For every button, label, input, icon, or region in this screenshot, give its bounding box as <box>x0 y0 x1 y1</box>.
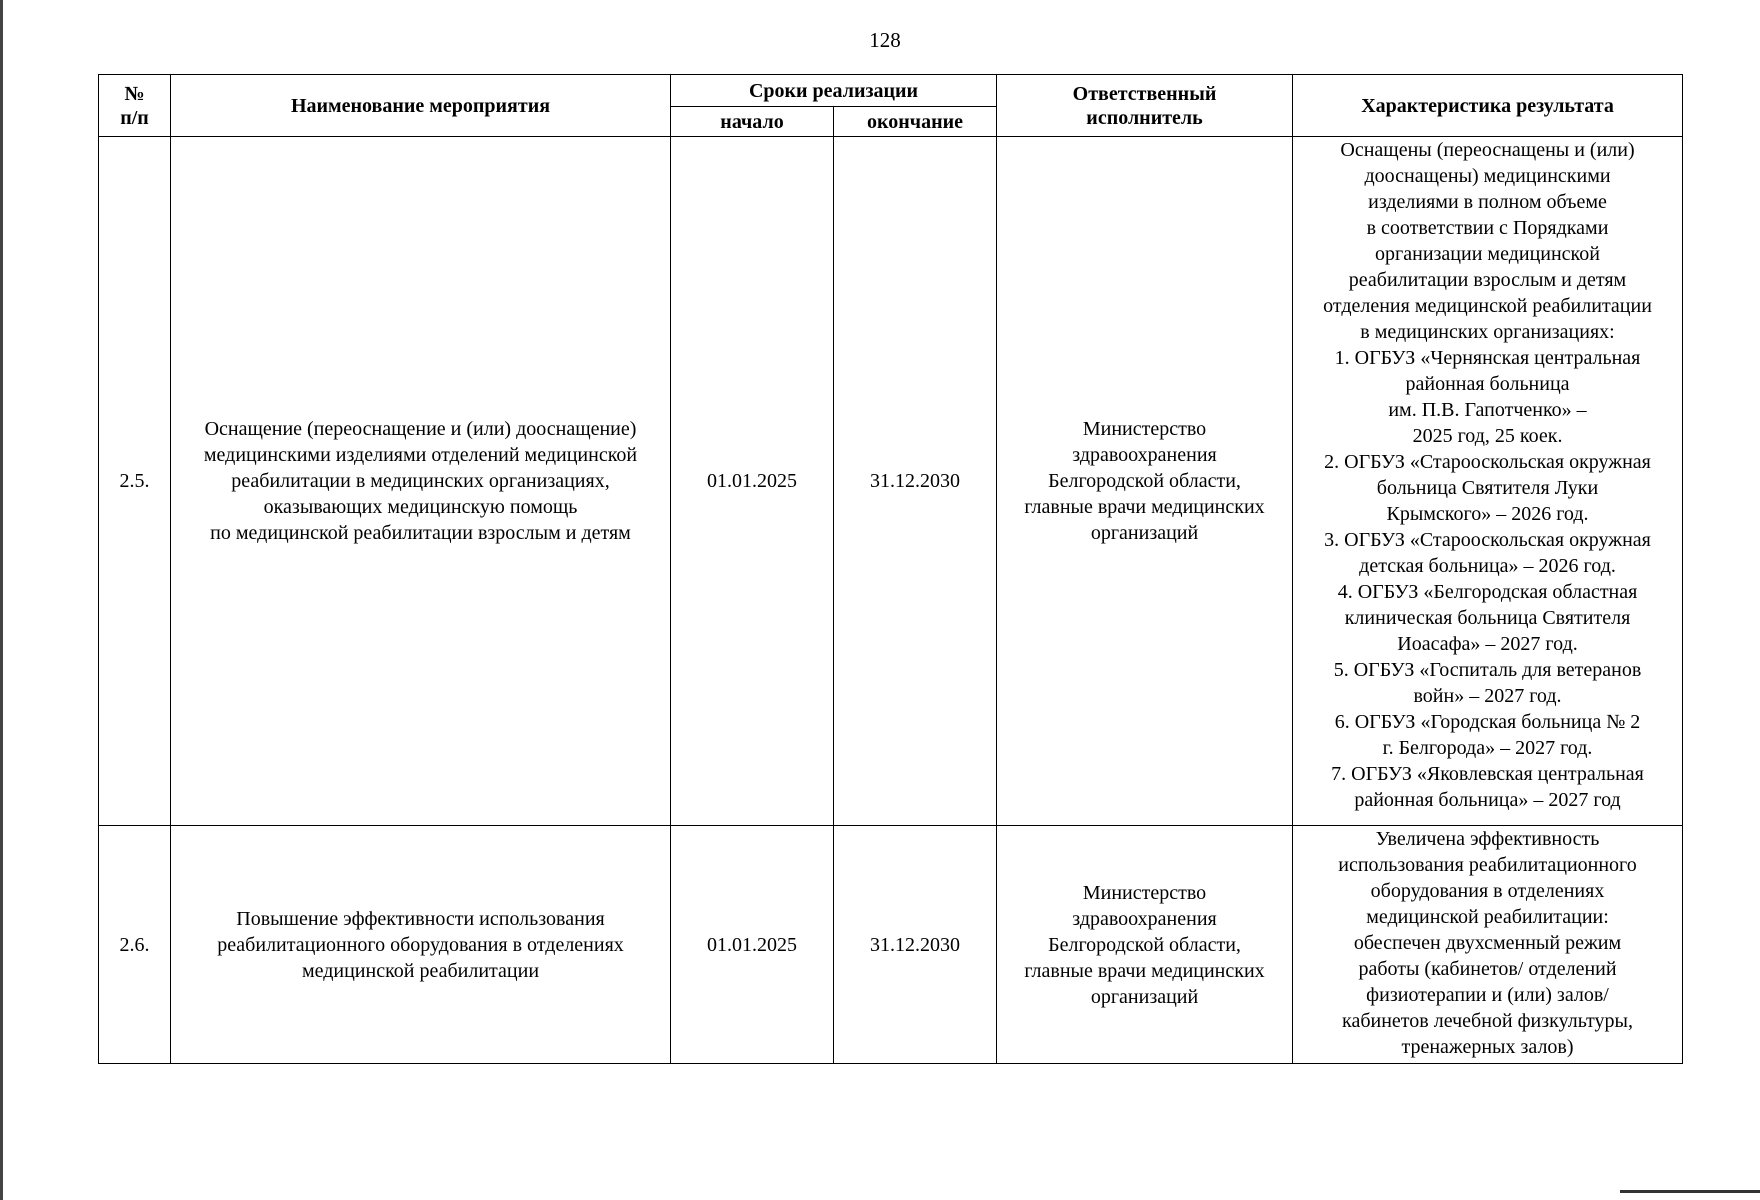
text-line: районная больница» – 2027 год <box>1354 789 1621 811</box>
text-line: 1. ОГБУЗ «Чернянская центральная <box>1334 347 1641 369</box>
text-line: кабинетов лечебной физкультуры, <box>1342 1010 1633 1032</box>
text-line: Повышение эффективности использования <box>236 907 605 930</box>
header-num-line: п/п <box>120 106 149 129</box>
text-line: тренажерных залов) <box>1401 1036 1574 1058</box>
row-activity-name <box>171 137 671 826</box>
text-line: Белгородской области, <box>1048 933 1241 956</box>
row-responsible <box>997 826 1293 1064</box>
text-line: 5. ОГБУЗ «Госпиталь для ветеранов <box>1333 659 1642 681</box>
text-line: Оснащение (переоснащение и (или) дооснащение) <box>204 418 637 440</box>
text-line: по медицинской реабилитации взрослым и детям <box>210 522 631 544</box>
header-name: Наименование мероприятия <box>171 75 671 137</box>
row-activity-name <box>171 826 671 1064</box>
header-terms: Сроки реализации <box>671 75 997 107</box>
text-line: Министерство <box>1082 418 1207 440</box>
header-num <box>99 75 171 137</box>
text-line: изделиями в полном объеме <box>1368 191 1607 213</box>
text-line: в медицинских организациях: <box>1360 321 1615 343</box>
text-line: им. П.В. Гапотченко» – <box>1388 399 1587 421</box>
page-number: 128 <box>869 28 901 52</box>
header-start: начало <box>671 107 834 137</box>
row-result <box>1293 826 1683 1064</box>
header-responsible-line: исполнитель <box>1086 106 1203 129</box>
text-line: детская больница» – 2026 год. <box>1359 555 1616 577</box>
row-end-date: 31.12.2030 <box>834 137 997 826</box>
text-line: здравоохранения <box>1072 444 1217 466</box>
text-line: работы (кабинетов/ отделений <box>1358 958 1617 980</box>
text-line: 2. ОГБУЗ «Старооскольская окружная <box>1324 451 1651 473</box>
text-line: реабилитационного оборудования в отделениях <box>217 933 624 956</box>
text-line: 2025 год, 25 коек. <box>1412 425 1563 447</box>
text-line: Белгородской области, <box>1048 470 1241 492</box>
row-num: 2.6. <box>99 826 171 1064</box>
text-line: г. Белгорода» – 2027 год. <box>1382 737 1593 759</box>
row-start-date: 01.01.2025 <box>671 137 834 826</box>
text-line: больница Святителя Луки <box>1376 477 1599 499</box>
header-responsible <box>997 75 1293 137</box>
header-responsible-line: Ответственный <box>1072 82 1217 105</box>
text-line: клиническая больница Святителя <box>1344 607 1631 629</box>
table-row <box>99 137 1683 826</box>
text-line: организаций <box>1090 985 1199 1008</box>
text-line: физиотерапии и (или) залов/ <box>1366 984 1609 1006</box>
row-result <box>1293 137 1683 826</box>
scan-bottom-rule <box>1620 1190 1760 1193</box>
text-line: районная больница <box>1405 373 1570 395</box>
text-line: дооснащены) медицинскими <box>1364 165 1611 187</box>
page-left-edge <box>0 0 3 1200</box>
text-line: 6. ОГБУЗ «Городская больница № 2 <box>1334 711 1641 733</box>
row-num: 2.5. <box>99 137 171 826</box>
text-line: войн» – 2027 год. <box>1413 685 1562 707</box>
table-row <box>99 826 1683 1064</box>
text-line: в соответствии с Порядками <box>1366 217 1609 239</box>
text-line: медицинскими изделиями отделений медицинской <box>203 444 638 466</box>
text-line: 7. ОГБУЗ «Яковлевская центральная <box>1331 763 1644 785</box>
text-line: организации медицинской <box>1375 243 1600 265</box>
row-responsible <box>997 137 1293 826</box>
text-line: отделения медицинской реабилитации <box>1323 295 1652 317</box>
text-line: Иоасафа» – 2027 год. <box>1397 633 1578 655</box>
text-line: Увеличена эффективность <box>1375 828 1600 850</box>
text-line: использования реабилитационного <box>1338 854 1637 876</box>
text-line: Министерство <box>1082 881 1207 904</box>
text-line: здравоохранения <box>1072 907 1217 930</box>
header-num-line: № <box>124 82 145 105</box>
text-line: медицинской реабилитации: <box>1366 906 1609 928</box>
text-line: главные врачи медицинских <box>1024 959 1265 982</box>
text-line: реабилитации в медицинских организациях, <box>231 470 610 492</box>
text-line: медицинской реабилитации <box>301 959 540 982</box>
text-line: Оснащены (переоснащены и (или) <box>1340 139 1635 161</box>
text-line: обеспечен двухсменный режим <box>1353 932 1622 954</box>
text-line: оказывающих медицинскую помощь <box>263 496 578 518</box>
text-line: 4. ОГБУЗ «Белгородская областная <box>1337 581 1638 603</box>
text-line: оборудования в отделениях <box>1370 880 1605 902</box>
row-end-date: 31.12.2030 <box>834 826 997 1064</box>
header-end: окончание <box>834 107 997 137</box>
activities-table <box>98 74 1683 1064</box>
row-start-date: 01.01.2025 <box>671 826 834 1064</box>
text-line: Крымского» – 2026 год. <box>1386 503 1589 525</box>
header-result: Характеристика результата <box>1293 75 1683 137</box>
text-line: организаций <box>1090 522 1199 544</box>
text-line: реабилитации взрослым и детям <box>1348 269 1627 291</box>
text-line: 3. ОГБУЗ «Старооскольская окружная <box>1324 529 1651 551</box>
text-line: главные врачи медицинских <box>1024 496 1265 518</box>
